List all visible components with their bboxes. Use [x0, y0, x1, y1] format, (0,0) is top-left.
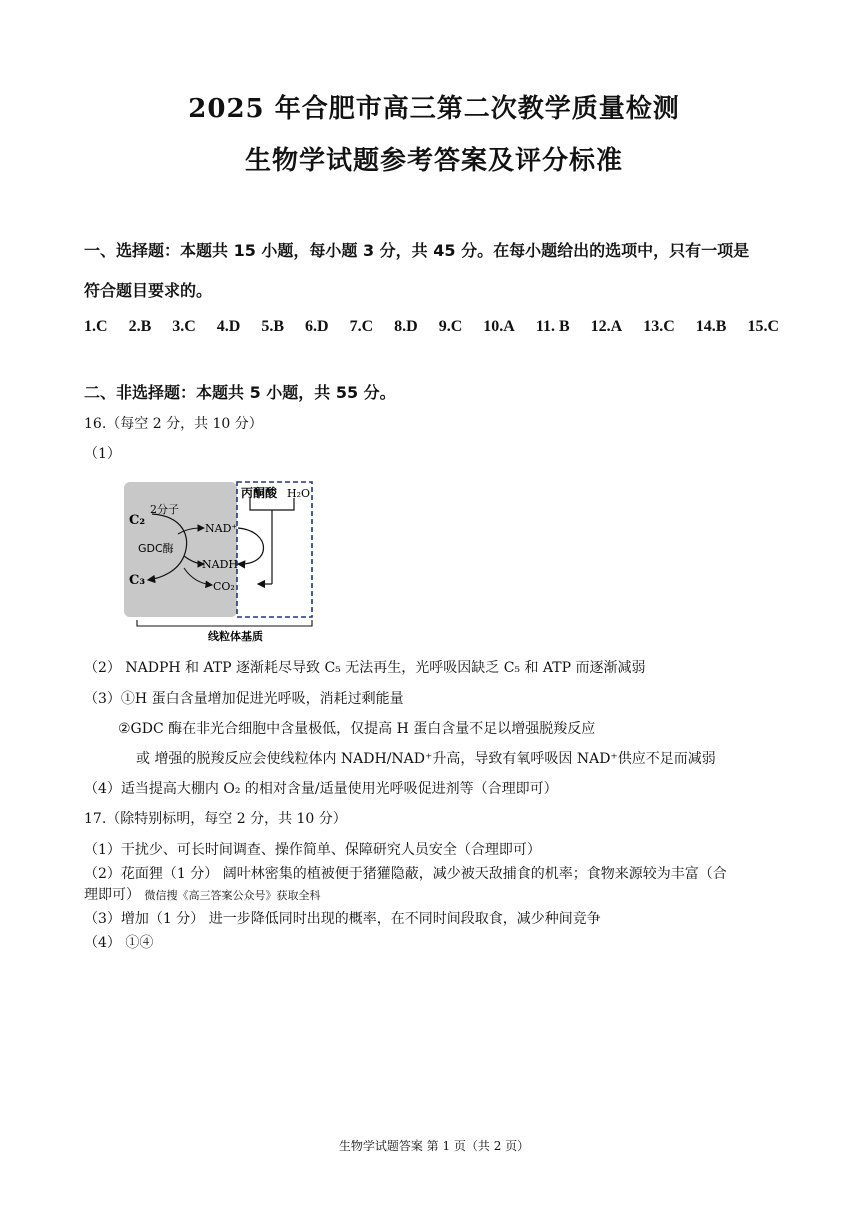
watermark-text: 微信搜《高三答案公众号》获取全科 — [144, 889, 321, 902]
section2-heading: 二、非选择题：本题共 5 小题，共 55 分。 — [84, 383, 396, 402]
page-footer: 生物学试题答案 第 1 页（共 2 页） — [338, 1139, 530, 1153]
q16-part3-b: ②GDC 酶在非光合细胞中含量极低，仅提高 H 蛋白含量不足以增强脱羧反应 — [118, 721, 596, 737]
q16-part4: （4）适当提高大棚内 O₂ 的相对含量/适量使用光呼吸促进剂等（合理即可） — [84, 781, 558, 797]
section1-heading-line2: 符合题目要求的。 — [84, 281, 213, 300]
gdc-enzyme-label: GDC酶 — [138, 542, 174, 555]
answer-item: 14.B — [695, 318, 727, 335]
nad-label: NAD⁺ — [205, 522, 238, 535]
q16-part2: （2） NADPH 和 ATP 逐渐耗尽导致 C₅ 无法再生，光呼吸因缺乏 C₅ 和 ATP 而逐渐减弱 — [84, 660, 646, 676]
answer-item: 6.D — [305, 318, 329, 335]
nadh-label: NADH — [202, 558, 238, 571]
co2-label: CO₂ — [213, 580, 235, 593]
answer-item: 1.C — [84, 318, 108, 335]
q17-part2-b-text: 理即可） — [84, 887, 140, 903]
answer-item: 5.B — [261, 318, 285, 335]
diagram-svg — [122, 476, 322, 646]
q16-part1: （1） — [84, 446, 121, 462]
answer-item: 12.A — [590, 318, 623, 335]
c2-label: C₂ — [129, 513, 146, 528]
answer-item: 3.C — [172, 318, 196, 335]
membrane-box — [237, 482, 312, 617]
q17-part2-b — [84, 884, 320, 904]
two-molecule-label: 2分子 — [150, 503, 179, 516]
section1-heading-line1: 一、选择题：本题共 15 小题，每小题 3 分，共 45 分。在每小题给出的选项中，只有一项是 — [84, 241, 750, 260]
answer-item: 9.C — [438, 318, 463, 335]
mitochondria-diagram — [122, 476, 322, 650]
answer-item: 4.D — [216, 318, 241, 335]
q17-part4: （4） ①④ — [84, 935, 154, 951]
pyruvate-label: 丙酮酸 — [241, 486, 278, 500]
answer-item: 10.A — [483, 318, 515, 335]
q17-part1: （1）干扰少、可长时间调查、操作简单、保障研究人员安全（合理即可） — [84, 842, 541, 858]
title-line1: 2025 年合肥市高三第二次教学质量检测 — [188, 94, 680, 124]
answer-key-row — [84, 318, 796, 336]
answer-item: 11. B — [535, 318, 570, 335]
c3-label: C₃ — [129, 573, 146, 588]
q16-part3-a: （3）①H 蛋白含量增加促进光呼吸，消耗过剩能量 — [84, 691, 404, 707]
matrix-label: 线粒体基质 — [208, 630, 263, 643]
q16-header: 16.（每空 2 分，共 10 分） — [84, 416, 263, 432]
water-label: H₂O — [287, 487, 311, 500]
answer-item: 7.C — [349, 318, 374, 335]
q17-part3: （3）增加（1 分） 进一步降低同时出现的概率，在不同时间段取食，减少种间竞争 — [84, 911, 601, 927]
answer-item: 13.C — [643, 318, 675, 335]
q17-header: 17.（除特别标明，每空 2 分，共 10 分） — [84, 811, 347, 827]
q17-part2-a: （2）花面狸（1 分） 阔叶林密集的植被便于猪獾隐蔽，减少被天敌捕食的机率；食物来源较为丰富（合 — [84, 866, 727, 882]
answer-item: 2.B — [128, 318, 152, 335]
answer-item: 15.C — [747, 318, 779, 335]
answer-item: 8.D — [394, 318, 418, 335]
q16-part3-c: 或 增强的脱羧反应会使线粒体内 NADH/NAD⁺升高，导致有氧呼吸因 NAD⁺供应不足而减弱 — [136, 751, 716, 767]
title-line2: 生物学试题参考答案及评分标准 — [244, 146, 623, 176]
